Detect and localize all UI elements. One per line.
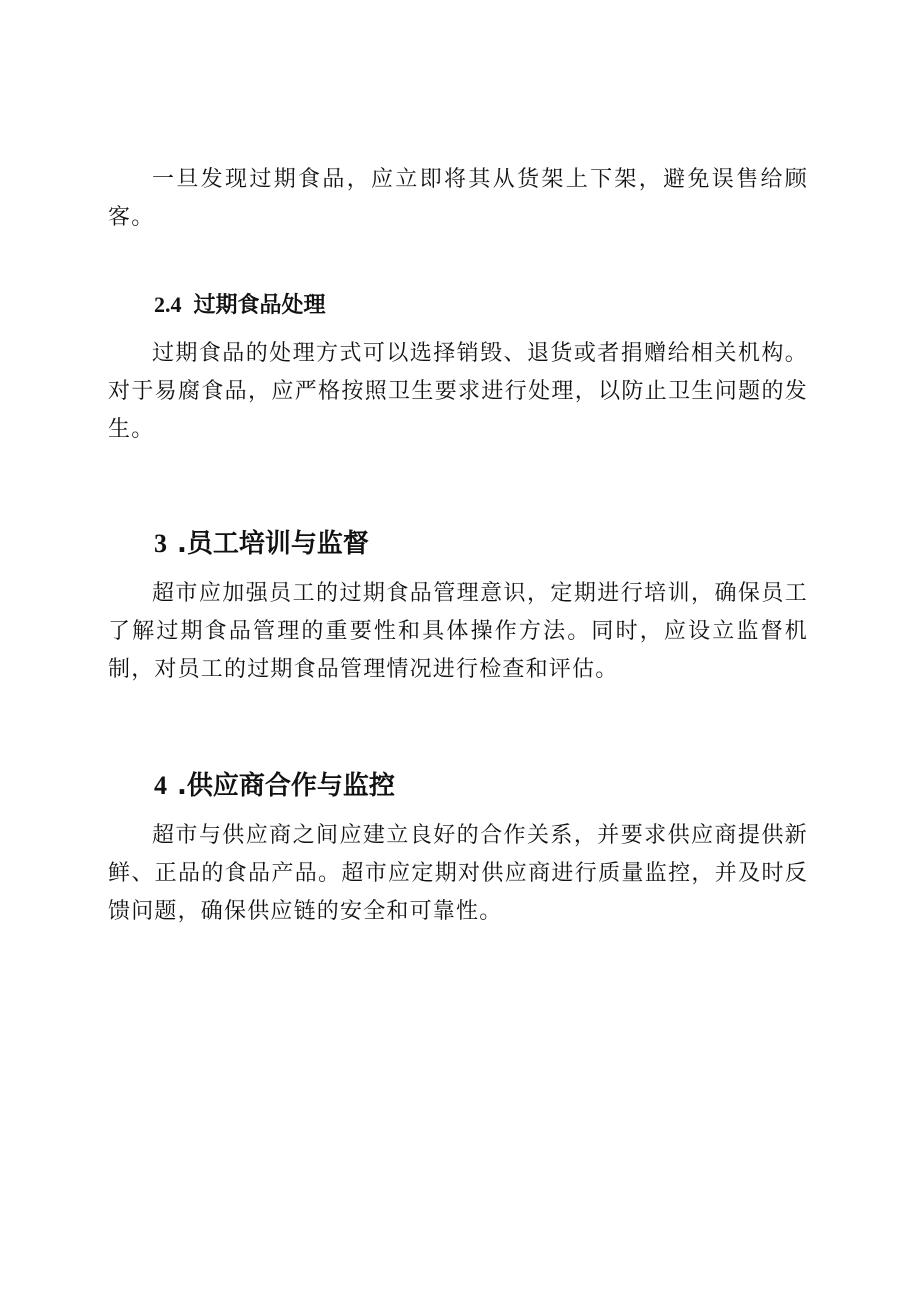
section-2-4-body: 过期食品的处理方式可以选择销毁、退货或者捐赠给相关机构。对于易腐食品，应严格按照卫生要求进行处理，以防止卫生问题的发生。 <box>108 341 808 442</box>
intro-paragraph: 一旦发现过期食品，应立即将其从货架上下架，避免误售给顾客。 <box>108 167 808 230</box>
section-3-number: 3 <box>154 529 167 558</box>
section-4-number: 4 <box>154 771 167 800</box>
section-3-heading <box>154 527 369 561</box>
section-3-body: 超市应加强员工的过期食品管理意识，定期进行培训，确保员工了解过期食品管理的重要性和具体操作方法。同时，应设立监督机制，对员工的过期食品管理情况进行检查和评估。 <box>108 581 808 682</box>
section-4-body: 超市与供应商之间应建立良好的合作关系，并要求供应商提供新鲜、正品的食品产品。超市应定期对供应商进行质量监控，并及时反馈问题，确保供应链的安全和可靠性。 <box>108 823 808 924</box>
section-3-title: .员工培训与监督 <box>177 529 369 559</box>
section-4-title: .供应商合作与监控 <box>177 771 395 801</box>
section-2-4-heading <box>154 290 326 321</box>
section-4-heading <box>154 769 395 803</box>
section-2-4-title: 过期食品处理 <box>193 293 326 318</box>
section-2-4-number: 2.4 <box>154 292 182 317</box>
